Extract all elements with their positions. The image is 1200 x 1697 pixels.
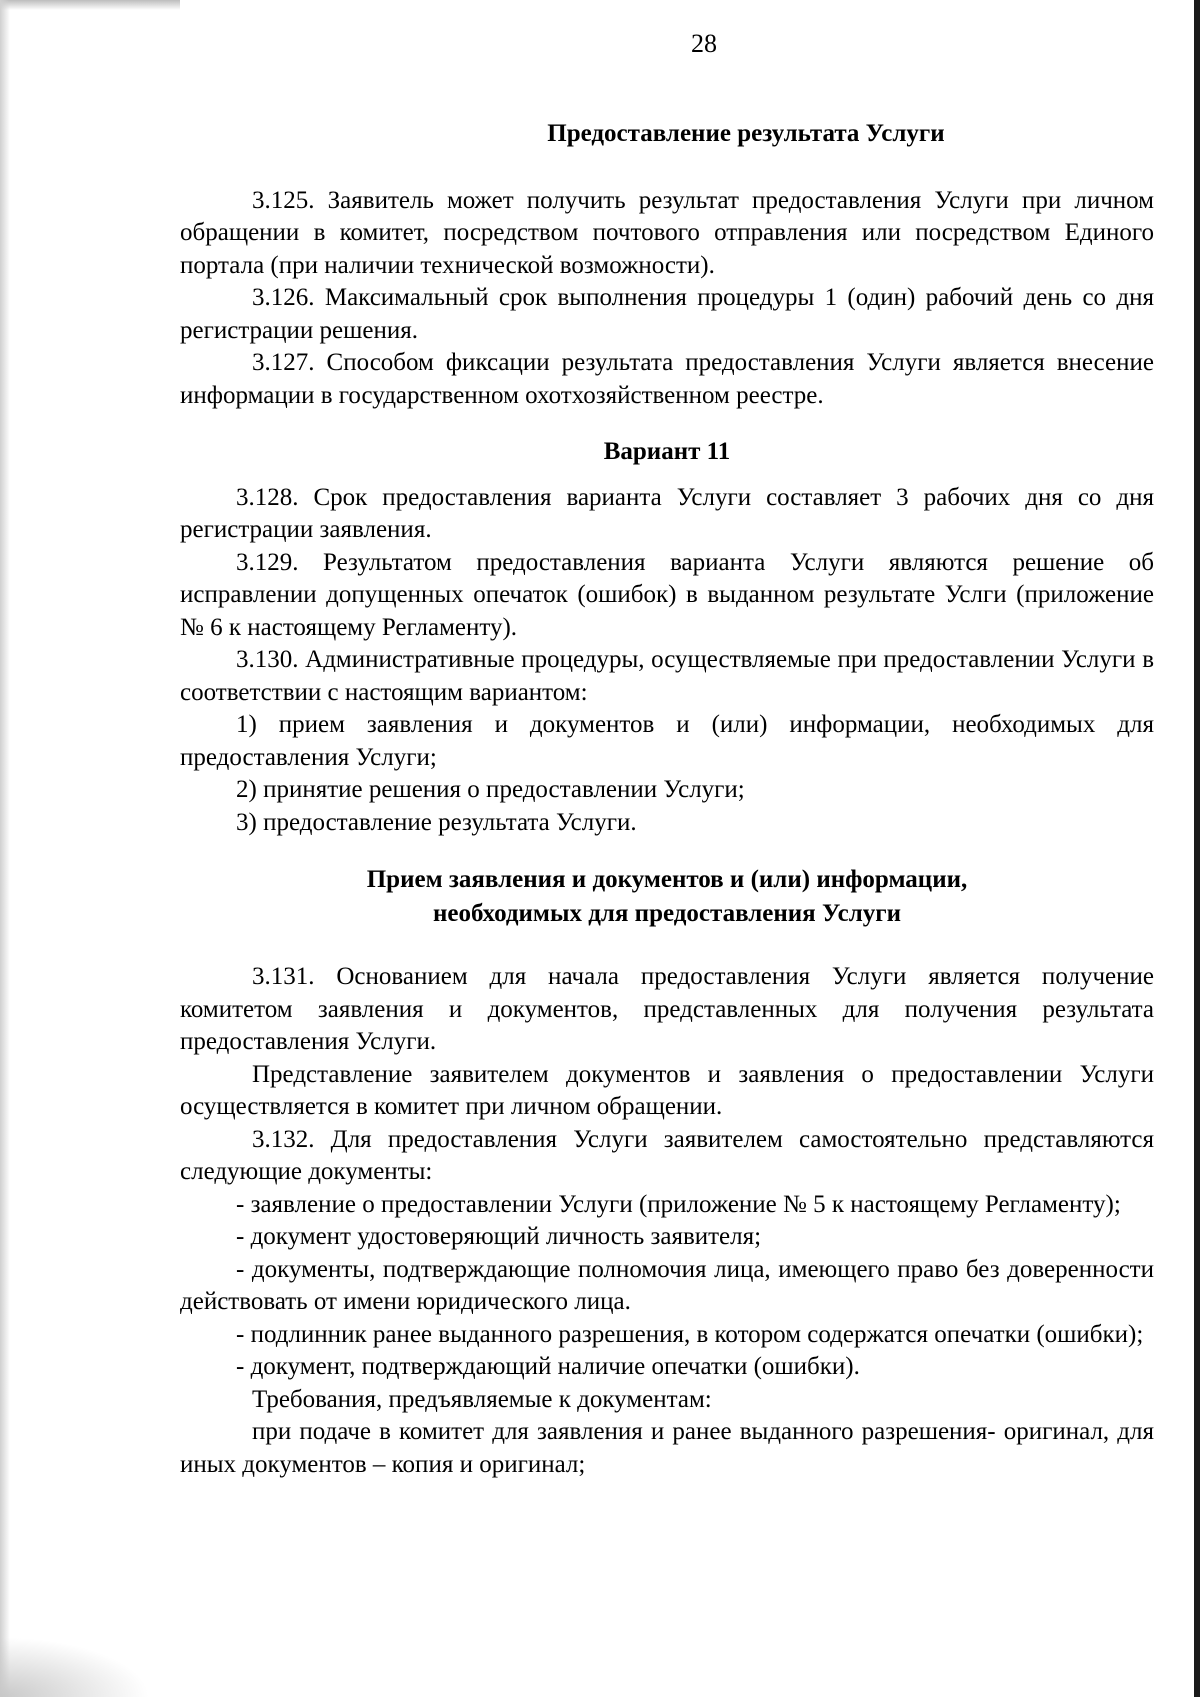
- list-item-1: 1) прием заявления и документов и (или) информации, необходимых для предоставления Услуги;: [180, 711, 1154, 771]
- scan-shadow-top: [0, 0, 180, 10]
- document-list-item-3: - документы, подтверждающие полномочия лица, имеющего право без доверенности действовать от имени юридического лица.: [180, 1255, 1154, 1315]
- requirements-intro: Требования, предъявляемые к документам:: [252, 1385, 712, 1413]
- page-number: 28: [691, 29, 717, 58]
- section-heading-intake: [180, 863, 1154, 931]
- scan-shadow-corner: [0, 1637, 150, 1697]
- paragraph-3-129: 3.129. Результатом предоставления варианта Услуги являются решение об исправлении допущенных опечаток (ошибок) в выданном результате Услги (приложение № 6 к настоящему Регламенту).: [180, 548, 1154, 641]
- list-item-2: 2) принятие решения о предоставлении Услуги;: [236, 776, 745, 803]
- paragraph-3-130: 3.130. Административные процедуры, осуществляемые при предоставлении Услуги в соответствии с настоящим вариантом:: [180, 646, 1154, 706]
- section-heading-variant: Вариант 11: [603, 438, 731, 465]
- paragraph-3-127: 3.127. Способом фиксации результата предоставления Услуги является внесение информации в государственном охотхозяйственном реестре.: [180, 349, 1154, 409]
- scan-shadow-left: [0, 0, 10, 1697]
- document-list-item-5: - документ, подтверждающий наличие опечатки (ошибки).: [236, 1353, 860, 1380]
- section-heading-result: Предоставление результата Услуги: [547, 120, 945, 147]
- section-heading-intake-line-2: необходимых для предоставления Услуги: [433, 900, 901, 927]
- document-list-item-1: - заявление о предоставлении Услуги (приложение № 5 к настоящему Регламенту);: [236, 1190, 1121, 1218]
- paragraph-submission: Представление заявителем документов и заявления о предоставлении Услуги осуществляется в комитет при личном обращении.: [180, 1060, 1154, 1120]
- paragraph-3-131: 3.131. Основанием для начала предоставления Услуги является получение комитетом заявления и документов, представленных для получения результата предоставления Услуги.: [180, 963, 1154, 1055]
- document-list-item-4: - подлинник ранее выданного разрешения, в котором содержатся опечатки (ошибки);: [236, 1320, 1144, 1348]
- paragraph-3-128: 3.128. Срок предоставления варианта Услуги составляет 3 рабочих дня со дня регистрации заявления.: [180, 483, 1154, 543]
- section-heading-intake-line-1: Прием заявления и документов и (или) информации,: [366, 866, 968, 893]
- paragraph-3-126: 3.126. Максимальный срок выполнения процедуры 1 (один) рабочий день со дня регистрации решения.: [180, 284, 1154, 344]
- document-body: [180, 118, 1154, 1481]
- requirements-text: при подаче в комитет для заявления и ранее выданного разрешения- оригинал, для иных документов – копия и оригинал;: [180, 1418, 1154, 1478]
- document-list-item-2: - документ удостоверяющий личность заявителя;: [236, 1223, 762, 1250]
- paragraph-3-125: 3.125. Заявитель может получить результат предоставления Услуги при личном обращении в комитет, посредством почтового отправления или посредством Единого портала (при наличии технической возможности).: [180, 186, 1154, 279]
- paragraph-3-132: 3.132. Для предоставления Услуги заявителем самостоятельно представляются следующие документы:: [180, 1125, 1154, 1185]
- list-item-3: 3) предоставление результата Услуги.: [236, 808, 637, 836]
